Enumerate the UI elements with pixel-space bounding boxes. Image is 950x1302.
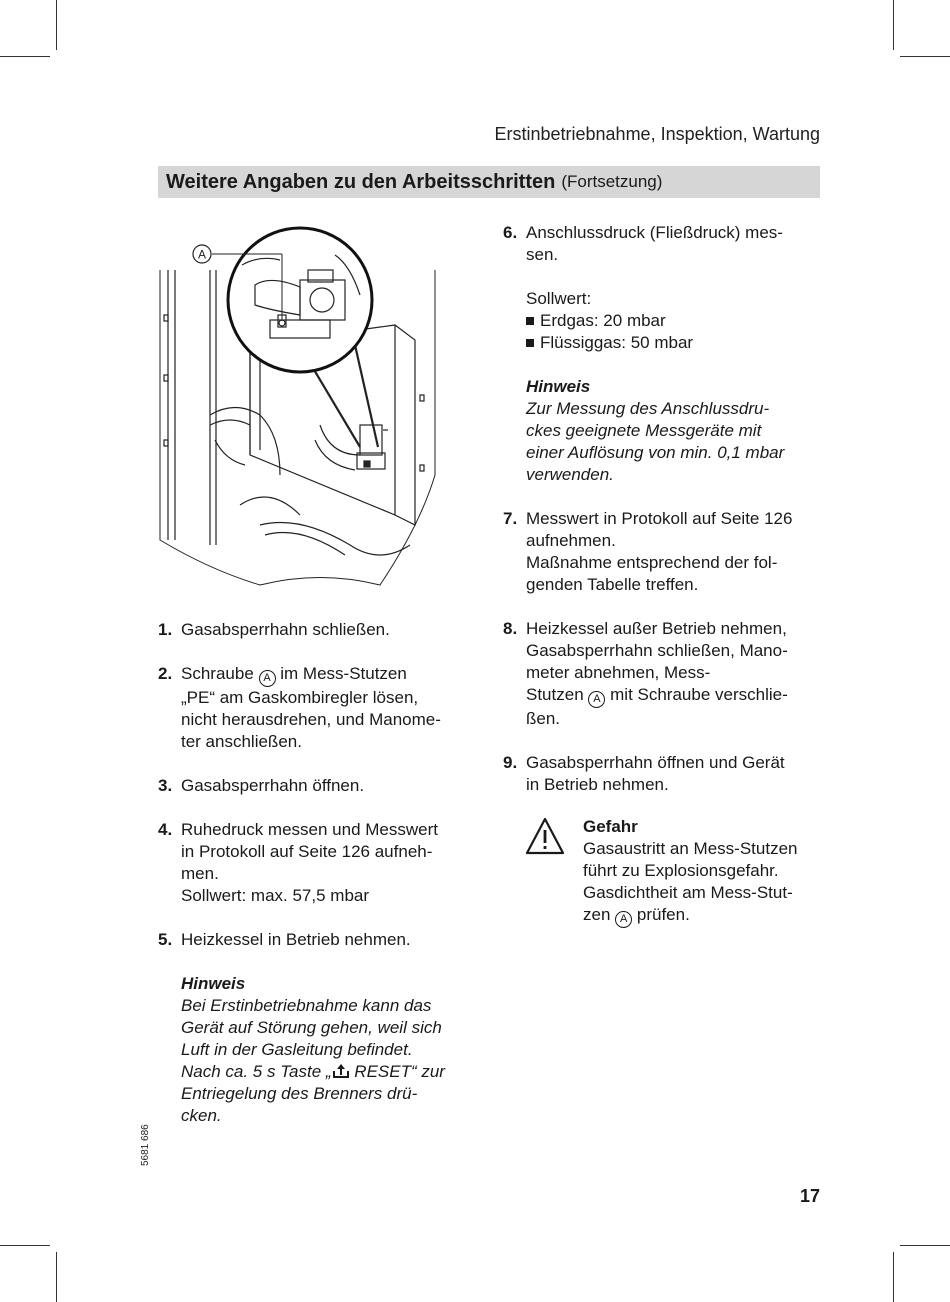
crop-mark: [893, 1252, 894, 1302]
marker-a: A: [615, 911, 632, 928]
step-text: „PE“ am Gaskombiregler lösen,: [181, 688, 419, 707]
note-text: Zur Messung des Anschlussdru-: [526, 399, 770, 418]
step-8: [503, 618, 823, 730]
boiler-illustration: [150, 225, 450, 595]
marker-a: A: [259, 670, 276, 687]
step-4: [158, 819, 478, 907]
step-number: 4.: [158, 820, 173, 839]
step-text: meter abnehmen, Mess-: [526, 663, 711, 682]
step-text: Heizkessel außer Betrieb nehmen,: [526, 619, 787, 638]
crop-mark: [893, 0, 894, 50]
danger-title: Gefahr: [583, 817, 638, 836]
danger-text-line: [583, 904, 843, 928]
step-number: 9.: [503, 753, 518, 772]
note-text: ckes geeignete Messgeräte mit: [526, 421, 762, 440]
step-text: mit Schraube verschlie-: [610, 685, 788, 704]
step-9: [503, 752, 823, 796]
step-text: men.: [181, 864, 219, 883]
step-text: Gasabsperrhahn schließen, Mano-: [526, 641, 788, 660]
step-text: Messwert in Protokoll auf Seite 126: [526, 509, 793, 528]
note-text: Luft in der Gasleitung befindet.: [181, 1040, 413, 1059]
left-column: [158, 619, 478, 1149]
step-text: aufnehmen.: [526, 531, 616, 550]
step-text: Heizkessel in Betrieb nehmen.: [181, 930, 411, 949]
step-text: Gasabsperrhahn schließen.: [181, 620, 390, 639]
danger-text: Gasaustritt an Mess-Stutzen: [583, 839, 798, 858]
page-number: 17: [799, 1186, 820, 1206]
crop-mark: [900, 56, 950, 57]
step-text: Gasabsperrhahn öffnen und Gerät: [526, 753, 785, 772]
note-title: Hinweis: [526, 377, 591, 396]
crop-mark: [0, 56, 50, 57]
note-text: RESET“ zur: [349, 1062, 445, 1081]
note-text: Bei Erstinbetriebnahme kann das: [181, 996, 432, 1015]
warning-triangle-icon: [525, 816, 565, 856]
bullet-square-icon: [526, 339, 534, 347]
step-3: [158, 775, 478, 797]
chapter-header: Erstinbetriebnahme, Inspektion, Wartung: [494, 124, 820, 144]
document-number: 5681 686: [140, 1124, 151, 1166]
note-text: einer Auflösung von min. 0,1 mbar: [526, 443, 785, 462]
step-text: Gasabsperrhahn öffnen.: [181, 776, 365, 795]
bullet-item: [526, 310, 823, 332]
note-text: verwenden.: [526, 465, 614, 484]
crop-mark: [56, 1252, 57, 1302]
step-text: in Protokoll auf Seite 126 aufneh-: [181, 842, 433, 861]
step-text: Stutzen: [526, 685, 584, 704]
danger-text: zen: [583, 905, 611, 924]
callout-a-label: A: [197, 247, 207, 262]
step-text-line: [181, 663, 478, 687]
reset-icon: [332, 1063, 350, 1079]
step-1: [158, 619, 478, 641]
step-number: 6.: [503, 223, 518, 242]
step-5: [158, 929, 478, 1127]
step-text: genden Tabelle treffen.: [526, 575, 699, 594]
step-text: sen.: [526, 245, 559, 264]
right-column: [503, 222, 823, 818]
marker-a: A: [588, 691, 605, 708]
section-title: Weitere Angaben zu den Arbeitsschritten: [166, 170, 556, 193]
danger-text: Gasdichtheit am Mess-Stut-: [583, 883, 793, 902]
step-text: Ruhedruck messen und Messwert: [181, 820, 439, 839]
step-text: Sollwert: max. 57,5 mbar: [181, 886, 370, 905]
note-title: Hinweis: [181, 974, 246, 993]
danger-text: prüfen.: [636, 905, 690, 924]
danger-text-block: [583, 816, 843, 928]
sollwert-label: Sollwert:: [526, 289, 592, 308]
step-text: Maßnahme entsprechend der fol-: [526, 553, 778, 572]
note-text: Nach ca. 5 s Taste „: [181, 1062, 332, 1081]
bullet-item: [526, 332, 823, 354]
section-title-suffix: (Fortsetzung): [561, 172, 663, 191]
danger-text: führt zu Explosionsgefahr.: [583, 861, 779, 880]
step-text: im Mess-Stutzen: [280, 664, 407, 683]
step-text: in Betrieb nehmen.: [526, 775, 669, 794]
step-text-line: [526, 684, 823, 708]
step-text: ter anschließen.: [181, 732, 302, 751]
step-number: 2.: [158, 664, 173, 683]
step-text: Anschlussdruck (Fließdruck) mes-: [526, 223, 783, 242]
bullet-text: Flüssiggas: 50 mbar: [540, 333, 694, 352]
step-text: ßen.: [526, 709, 561, 728]
step-number: 8.: [503, 619, 518, 638]
note-text: Gerät auf Störung gehen, weil sich: [181, 1018, 442, 1037]
crop-mark: [0, 1245, 50, 1246]
bullet-square-icon: [526, 317, 534, 325]
note-text-line: [181, 1061, 478, 1083]
section-title-bar: [158, 166, 820, 198]
step-6: [503, 222, 823, 486]
step-number: 3.: [158, 776, 173, 795]
step-number: 1.: [158, 620, 173, 639]
crop-mark: [56, 0, 57, 50]
step-text: nicht herausdrehen, und Manome-: [181, 710, 441, 729]
step-number: 7.: [503, 509, 518, 528]
step-2: [158, 663, 478, 753]
step-7: [503, 508, 823, 596]
note-text: Entriegelung des Brenners drü-: [181, 1084, 418, 1103]
step-number: 5.: [158, 930, 173, 949]
crop-mark: [900, 1245, 950, 1246]
note-text: cken.: [181, 1106, 222, 1125]
step-text: Schraube: [181, 664, 254, 683]
bullet-text: Erdgas: 20 mbar: [540, 311, 666, 330]
